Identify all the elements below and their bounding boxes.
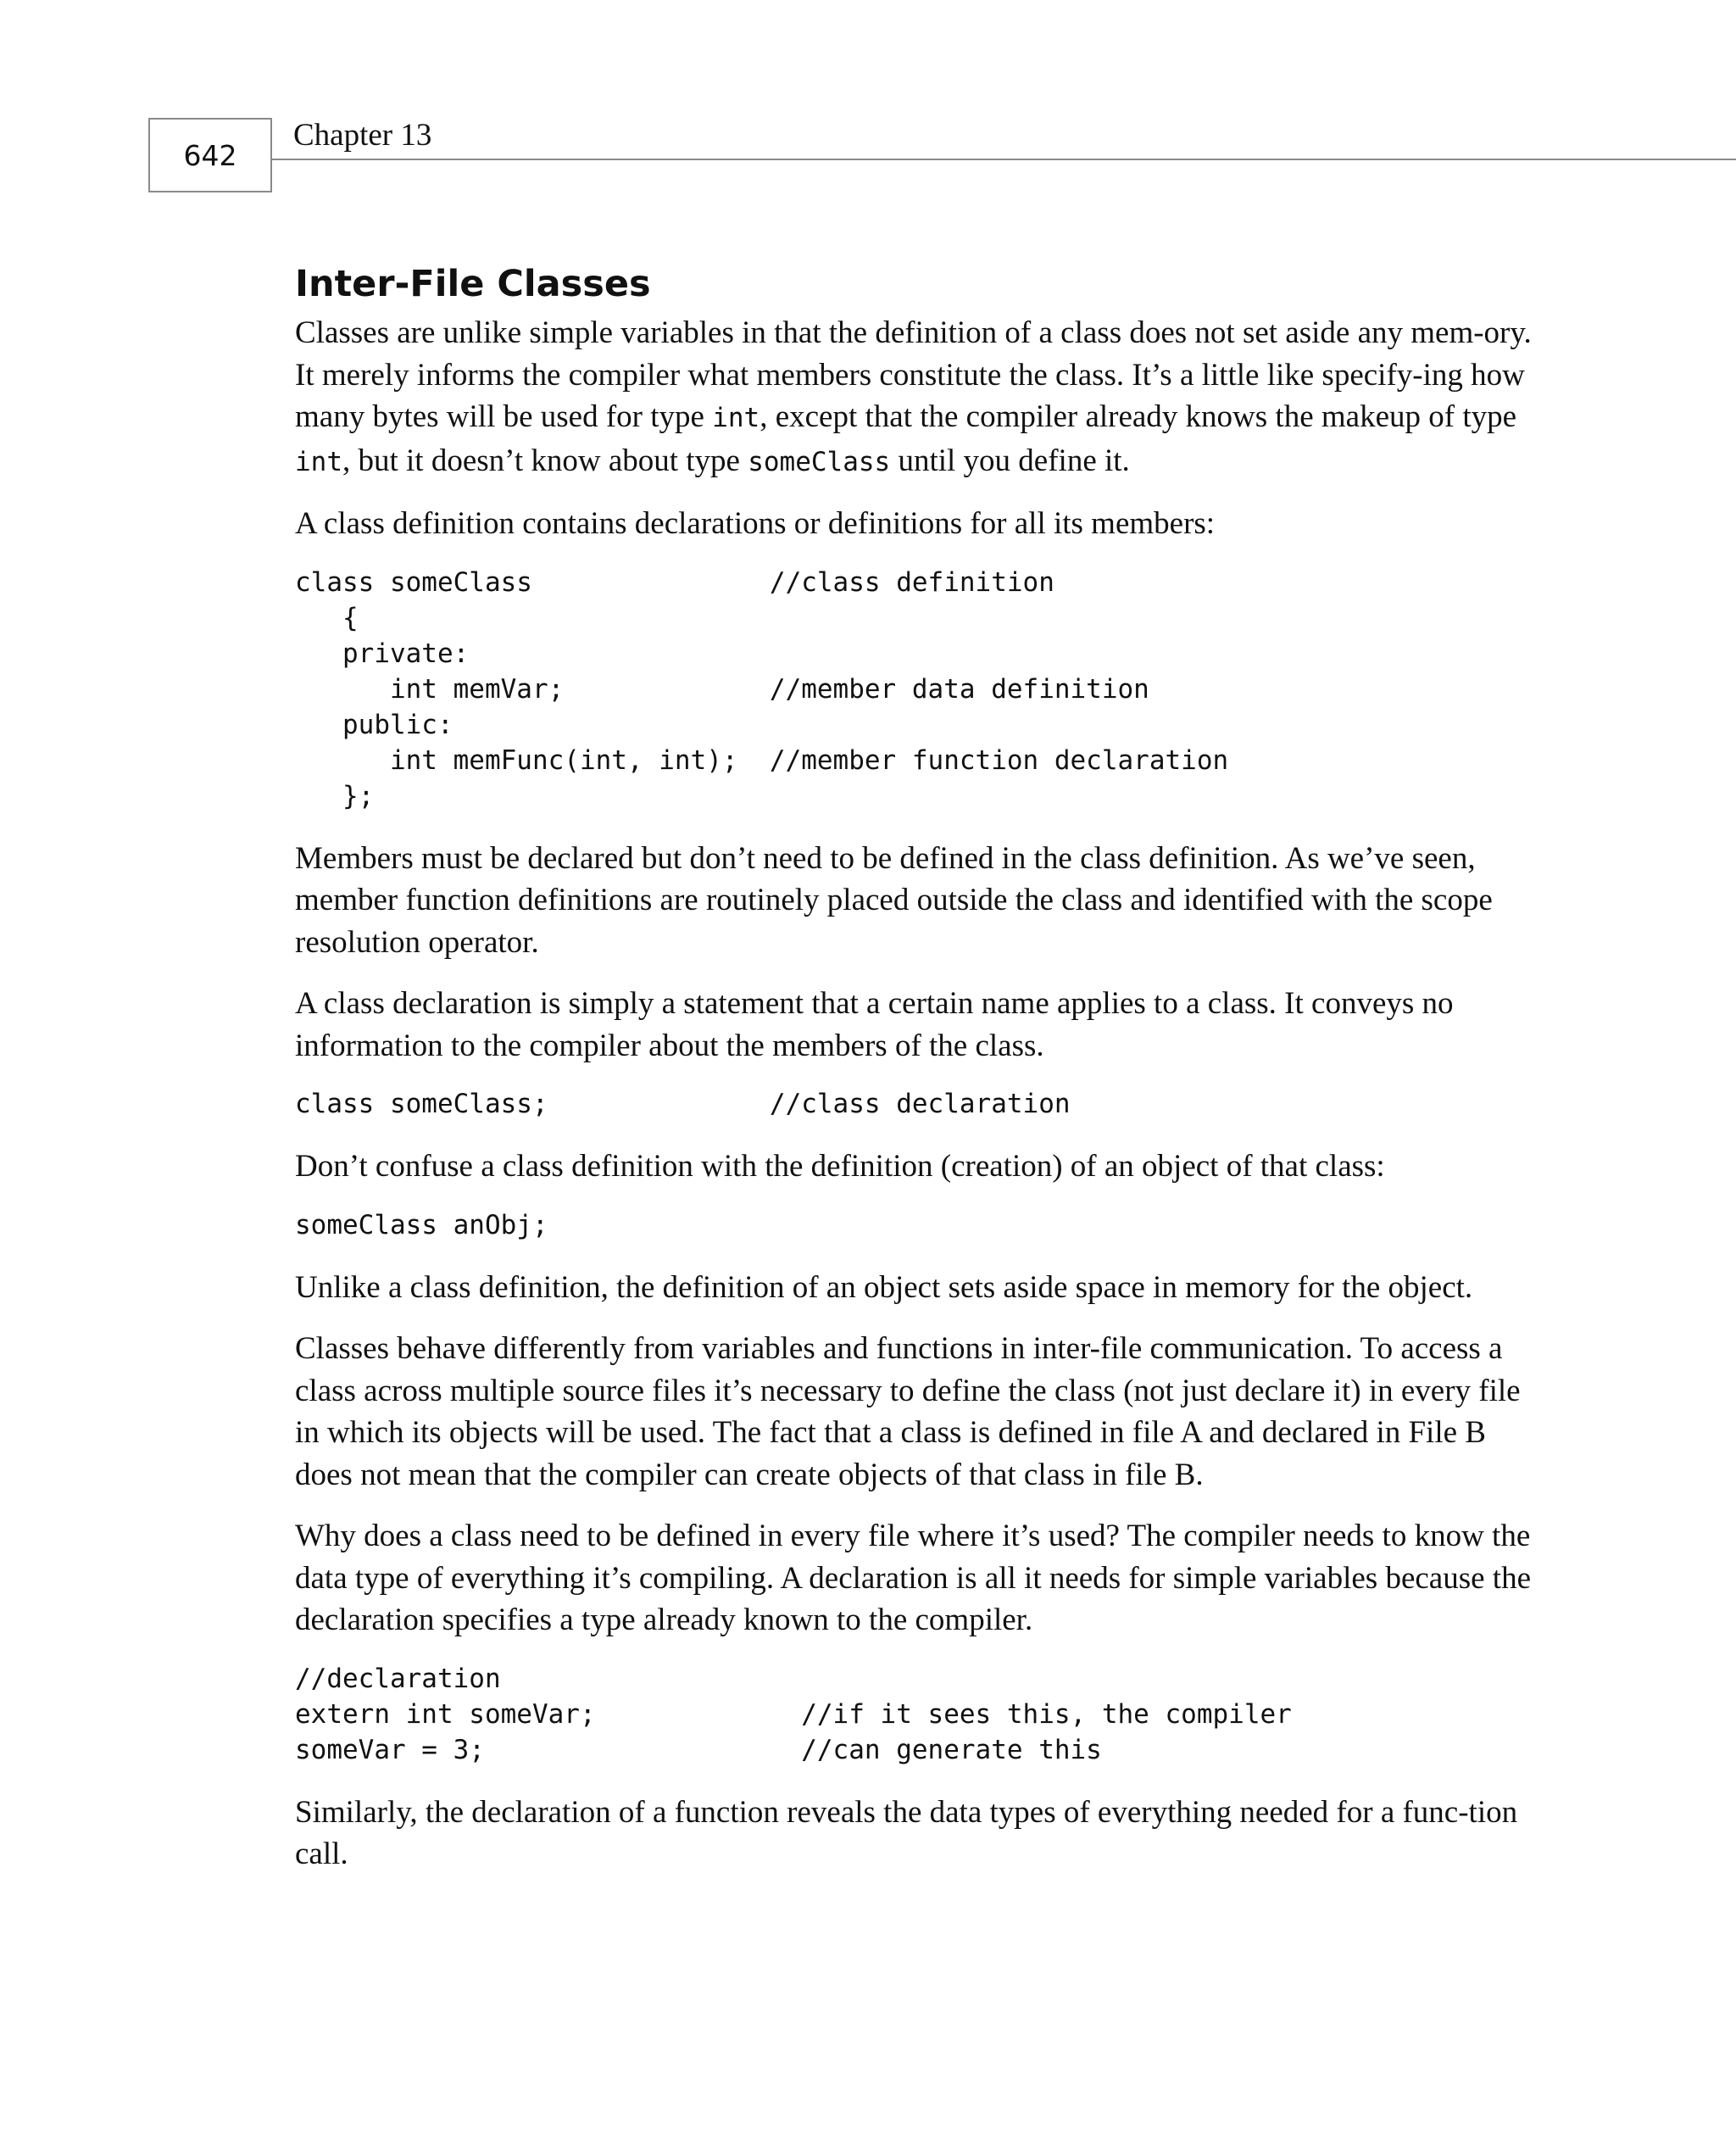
code-block-class-declaration: [295, 1086, 1550, 1122]
paragraph-8: Why does a class need to be defined in every file where it’s used? The compiler needs to know the data type of everything it’s compiling. A declaration is all it needs for simple variables because the declaration specifies a type already known to the compiler.: [295, 1519, 1531, 1637]
p1-text-d: until you define it.: [890, 443, 1130, 478]
code-block-extern-example: [295, 1661, 1550, 1768]
code-block-object-definition: [295, 1207, 1550, 1243]
p1-code-int: int: [712, 403, 760, 433]
p1-text-b: , except that the compiler already knows the makeup of type: [760, 399, 1517, 434]
paragraph-9: Similarly, the declaration of a function reveals the data types of everything needed for a func-tion call.: [295, 1794, 1518, 1871]
page-content: [295, 261, 1550, 1895]
paragraph-4: A class declaration is simply a statement that a certain name applies to a class. It conveys no information to the compiler about the members of the class.: [295, 986, 1454, 1063]
header-rule: [272, 159, 1736, 160]
code-line: {: [295, 602, 359, 633]
page-number: 642: [148, 118, 272, 192]
code-line: public:: [295, 709, 453, 740]
code-line: int memVar; //member data definition: [295, 673, 1149, 705]
p1-text-a: Classes are unlike simple variables in that the definition of a class does not set aside any mem-ory. It merely informs the compiler what members constitute the class. It’s a little like specify-ing how many bytes will be used for type: [295, 315, 1532, 434]
code-line: class someClass; //class declaration: [295, 1089, 1071, 1119]
code-block-class-definition: [295, 565, 1550, 814]
running-head: Chapter 13: [293, 118, 432, 153]
paragraph-3: Members must be declared but don’t need to be defined in the class definition. As we’ve seen, member function definitions are routinely placed outside the class and identified with the scope resolution operator.: [295, 840, 1493, 960]
code-line: int memFunc(int, int); //member function declaration: [295, 744, 1229, 776]
paragraph-2: A class definition contains declarations or definitions for all its members:: [295, 506, 1216, 541]
code-line: class someClass //class definition: [295, 566, 1054, 598]
p1-code-someclass: someClass: [748, 446, 891, 477]
code-line: private:: [295, 638, 470, 669]
code-line: extern int someVar; //if it sees this, the compiler: [295, 1698, 1292, 1730]
paragraph-6: Unlike a class definition, the definition of an object sets aside space in memory for the object.: [295, 1269, 1473, 1305]
paragraph-1: [295, 312, 1550, 483]
p1-code-int-2: int: [295, 446, 342, 477]
paragraph-7: Classes behave differently from variables and functions in inter-file communication. To access a class across multiple source files it’s necessary to define the class (not just declare it) in every file in which its objects will be used. The fact that a class is defined in file A and declared in File B does not mean that the compiler can create objects of that class in file B.: [295, 1331, 1521, 1492]
p1-text-c: , but it doesn’t know about type: [342, 443, 748, 478]
code-line: //declaration: [295, 1663, 501, 1694]
paragraph-5: Don’t confuse a class definition with the definition (creation) of an object of that class:: [295, 1149, 1385, 1184]
code-line: someVar = 3; //can generate this: [295, 1734, 1102, 1765]
code-line: };: [295, 780, 375, 811]
code-line: someClass anObj;: [295, 1209, 548, 1240]
section-title: Inter-File Classes: [295, 263, 651, 305]
